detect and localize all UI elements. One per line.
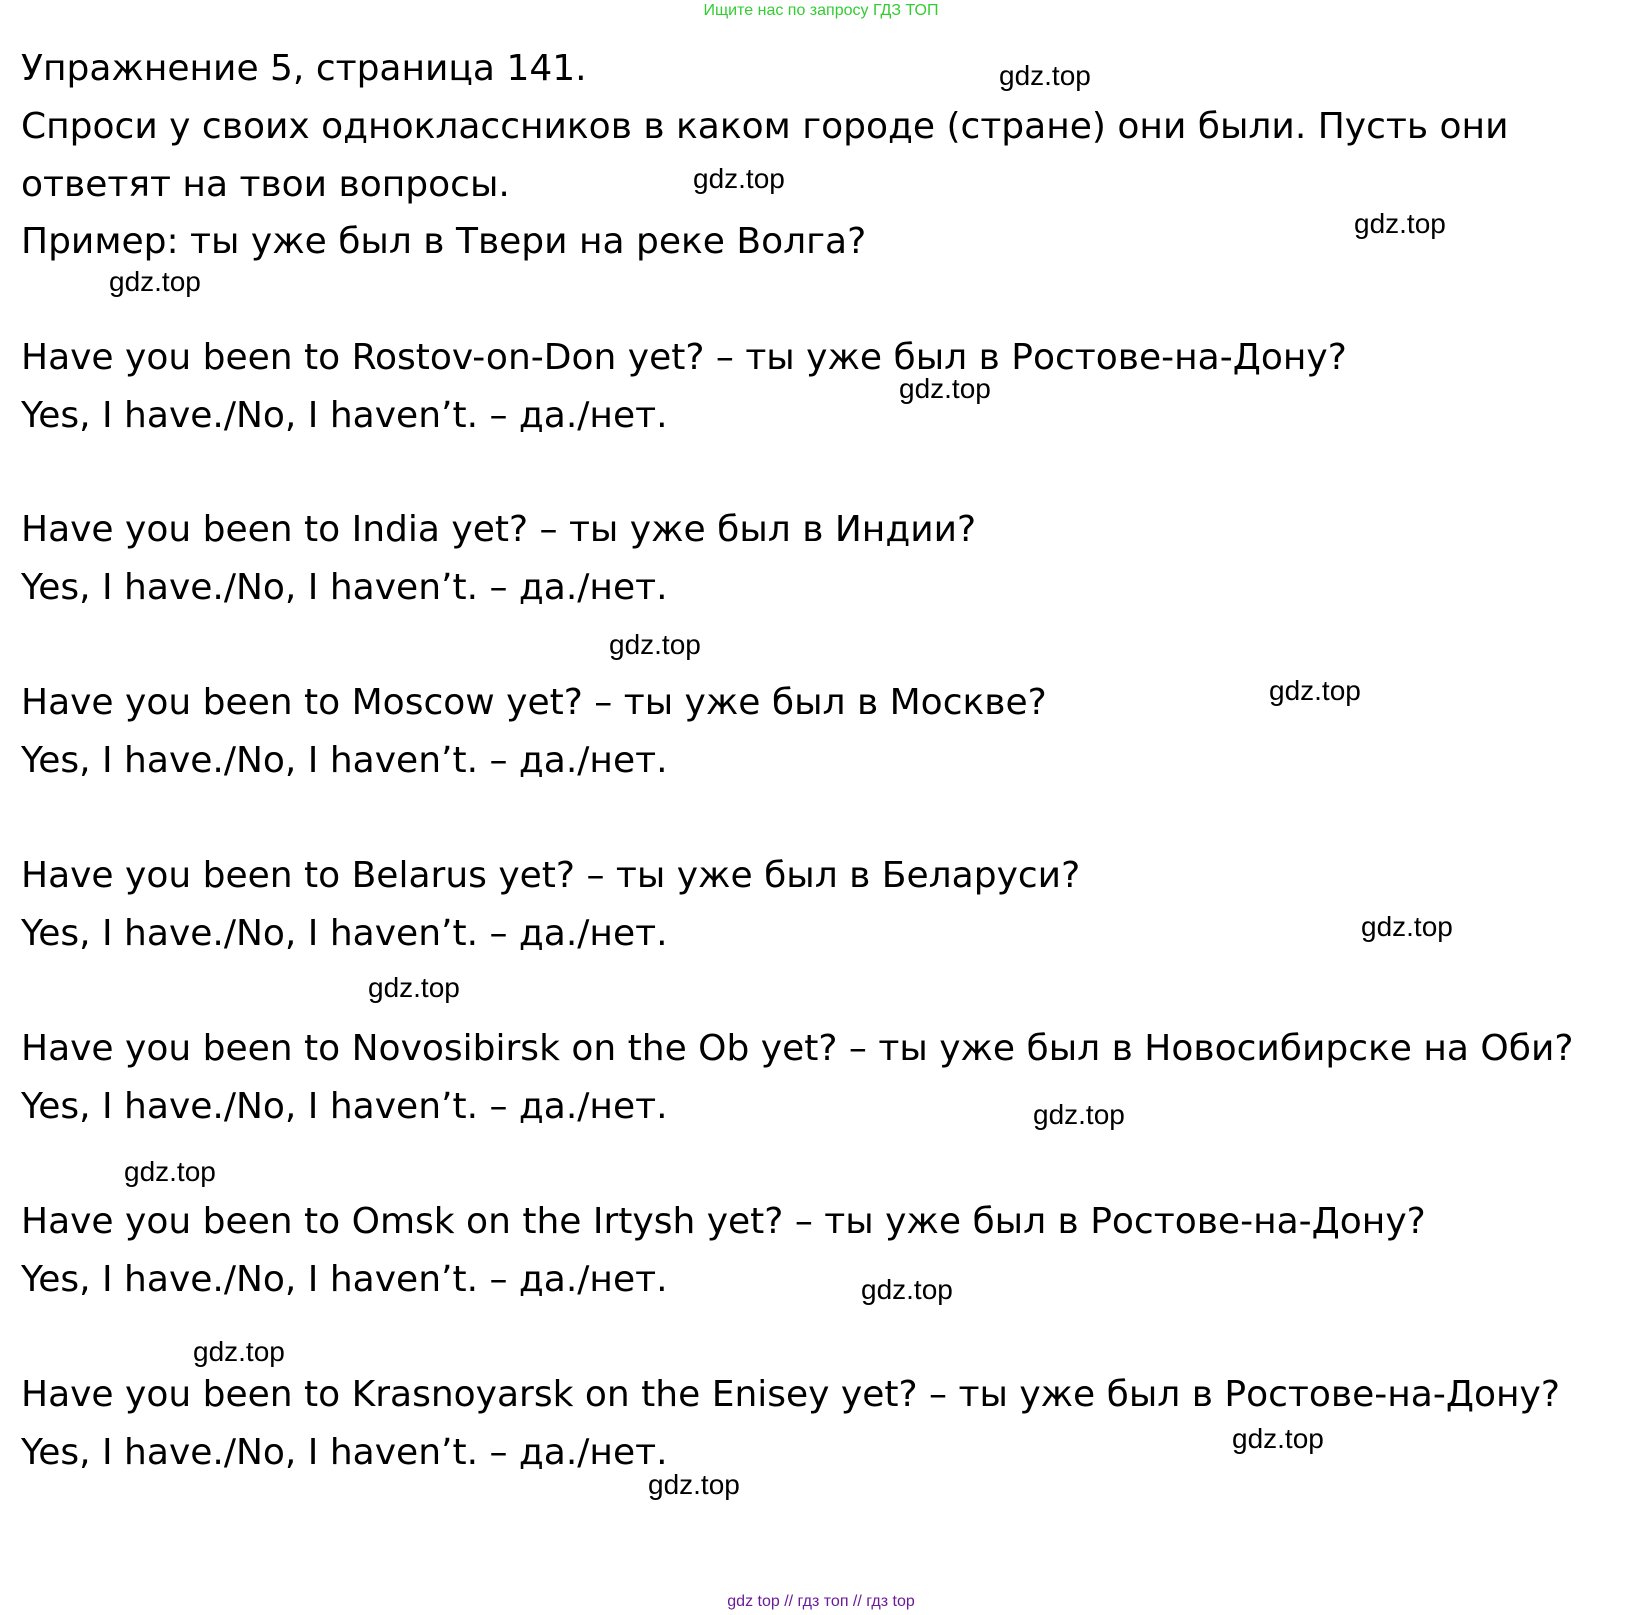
answer-6: Yes, I have./No, I haven’t. – да./нет. [21,1259,668,1300]
answer-5: Yes, I have./No, I haven’t. – да./нет. [21,1086,668,1127]
question-2: Have you been to India yet? – ты уже был в Индии? [21,509,977,550]
answer-1: Yes, I have./No, I haven’t. – да./нет. [21,395,668,436]
task-text-line-1: Спроси у своих одноклассников в каком городе (стране) они были. Пусть они [21,106,1509,147]
answer-4: Yes, I have./No, I haven’t. – да./нет. [21,913,668,954]
watermark: gdz.top [693,163,785,194]
question-6: Have you been to Omsk on the Irtysh yet? – ты уже был в Ростове-на-Дону? [21,1201,1426,1242]
watermark: gdz.top [1361,911,1453,942]
watermark: gdz.top [368,972,460,1003]
watermark: gdz.top [109,266,201,297]
question-5: Have you been to Novosibirsk on the Ob yet? – ты уже был в Новосибирске на Оби? [21,1028,1574,1069]
answer-3: Yes, I have./No, I haven’t. – да./нет. [21,740,668,781]
task-text-line-2: ответят на твои вопросы. [21,164,510,205]
question-4: Have you been to Belarus yet? – ты уже был в Беларуси? [21,855,1081,896]
watermark: gdz.top [1232,1423,1324,1454]
watermark: gdz.top [124,1156,216,1187]
watermark: gdz.top [1033,1099,1125,1130]
watermark: gdz.top [193,1336,285,1367]
watermark: gdz.top [999,60,1091,91]
question-7: Have you been to Krasnoyarsk on the Enisey yet? – ты уже был в Ростове-на-Дону? [21,1374,1560,1415]
watermark: gdz.top [861,1274,953,1305]
question-1: Have you been to Rostov-on-Don yet? – ты уже был в Ростове-на-Дону? [21,337,1347,378]
example-text: Пример: ты уже был в Твери на реке Волга? [21,221,867,262]
answer-7: Yes, I have./No, I haven’t. – да./нет. [21,1432,668,1473]
question-3: Have you been to Moscow yet? – ты уже был в Москве? [21,682,1047,723]
exercise-title: Упражнение 5, страница 141. [21,48,587,89]
search-banner: Ищите нас по запросу ГДЗ ТОП [703,2,939,19]
watermark: gdz.top [899,373,991,404]
watermark: gdz.top [1354,208,1446,239]
footer-watermark: gdz top // гдз топ // гдз top [727,1593,915,1610]
watermark: gdz.top [648,1469,740,1500]
answer-2: Yes, I have./No, I haven’t. – да./нет. [21,567,668,608]
watermark: gdz.top [609,629,701,660]
watermark: gdz.top [1269,675,1361,706]
